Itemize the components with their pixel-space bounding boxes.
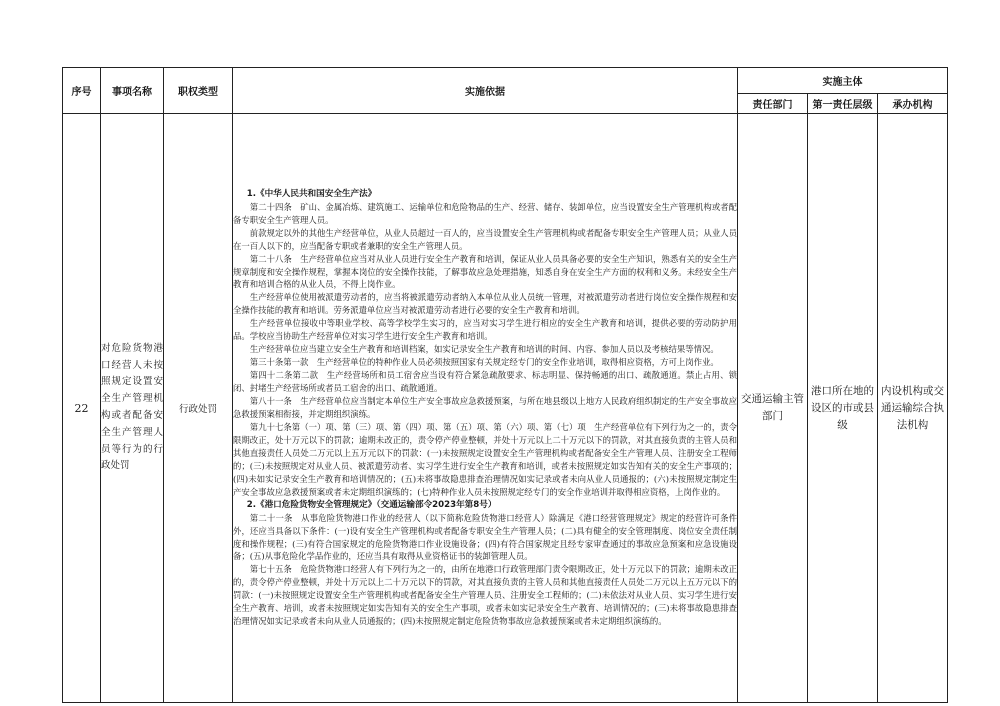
header-level: 第一责任层级 xyxy=(808,94,878,114)
row-level: 港口所在地的设区的市或县级 xyxy=(808,114,878,703)
basis-law-title: 1.《中华人民共和国安全生产法》 xyxy=(246,188,377,199)
header-basis: 实施依据 xyxy=(233,68,738,114)
basis-paragraph: 第八十一条 生产经营单位应当制定本单位生产安全事故应急救援预案，与所在地县级以上地方人民政府组织制定的生产安全事故应急救援预案相衔接，并定期组织演练。 xyxy=(233,396,737,419)
table-row xyxy=(63,114,948,703)
basis-paragraph: 前款规定以外的其他生产经营单位，从业人员超过一百人的，应当设置安全生产管理机构或者配备专职安全生产管理人员；从业人员在一百人以下的，应当配备专职或者兼职的安全生产管理人员。 xyxy=(233,227,737,251)
basis-paragraph: 第二十一条 从事危险货物港口作业的经营人（以下简称危险货物港口经营人）除满足《港口经营管理规定》规定的经营许可条件外，还应当具备以下条件：(一)设有安全生产管理机构或者配备专职安全生产管理人员；(二)具有健全的安全管理制度、岗位安全责任制度和操作规程；(三)有符合国家规定的危险货物港口作业设施设备；(四)有符合国家规定且经专家审查通过的事故应急预案和应急设施设备；(五)从事危险化学品作业的，还应当具有取得从业资格证书的装卸管理人员。 xyxy=(233,512,737,562)
header-subject: 实施主体 xyxy=(738,68,948,94)
header-dept: 责任部门 xyxy=(738,94,808,114)
enforcement-table xyxy=(62,67,948,703)
basis-paragraph: 第二十四条 矿山、金属冶炼、建筑施工、运输单位和危险物品的生产、经营、储存、装卸单位，应当设置安全生产管理机构或者配备专职安全生产管理人员。 xyxy=(233,201,737,225)
row-item-name: 对危险货物港口经营人未按照规定设置安全生产管理机构或者配备安全生产管理人员等行为的行政处罚 xyxy=(101,114,164,703)
basis-paragraph: 生产经营单位使用被派遣劳动者的，应当将被派遣劳动者纳入本单位从业人员统一管理，对被派遣劳动者进行岗位安全操作规程和安全操作技能的教育和培训。劳务派遣单位应当对被派遣劳动者进行必要的安全生产教育和培训。 xyxy=(233,292,737,316)
row-basis xyxy=(233,114,738,703)
basis-paragraph: 第九十七条第（一）项、第（三）项、第（四）项、第（五）项、第（六）项、第（七）项 生产经营单位有下列行为之一的，责令限期改正，处十万元以下的罚款；逾期未改正的，责令停产停业整顿，并处十万元以上二十万元以下的罚款，对其直接负责的主管人员和其他直接责任人员处二万元以上五万元以下的罚款：(一)未按照规定设置安全生产管理机构或者配备安全生产管理人员、注册安全工程师的；(三)未按照规定对从业人员、被派遣劳动者、实习学生进行安全生产教育和培训，或者未按照规定如实告知有关的安全生产事项的；(四)未如实记录安全生产教育和培训情况的；(五)未将事故隐患排查治理情况如实记录或者未向从业人员通报的；(六)未按照规定制定生产安全事故应急救援预案或者未定期组织演练的；(七)特种作业人员未按照规定经专门的安全作业培训并取得相应资格，上岗作业的。 xyxy=(233,421,737,497)
row-power-type: 行政处罚 xyxy=(164,114,233,703)
row-num: 22 xyxy=(63,114,101,703)
header-item: 事项名称 xyxy=(101,68,164,114)
row-dept: 交通运输主管部门 xyxy=(738,114,808,703)
basis-paragraph: 第二十八条 生产经营单位应当对从业人员进行安全生产教育和培训，保证从业人员具备必要的安全生产知识，熟悉有关的安全生产规章制度和安全操作规程，掌握本岗位的安全操作技能，了解事故应急处理措施，知悉自身在安全生产方面的权利和义务。未经安全生产教育和培训合格的从业人员，不得上岗作业。 xyxy=(233,253,737,290)
basis-paragraph: 第四十二条第二款 生产经营场所和员工宿舍应当设有符合紧急疏散要求、标志明显、保持畅通的出口、疏散通道。禁止占用、锁闭、封堵生产经营场所或者员工宿舍的出口、疏散通道。 xyxy=(233,370,737,394)
header-org: 承办机构 xyxy=(878,94,948,114)
header-type: 职权类型 xyxy=(164,68,233,114)
header-num: 序号 xyxy=(63,68,101,114)
basis-paragraph: 生产经营单位接收中等职业学校、高等学校学生实习的，应当对实习学生进行相应的安全生产教育和培训，提供必要的劳动防护用品。学校应当协助生产经营单位对实习学生进行安全生产教育和培训。 xyxy=(233,318,737,342)
basis-paragraph: 第七十五条 危险货物港口经营人有下列行为之一的，由所在地港口行政管理部门责令限期改正，处十万元以下的罚款；逾期未改正的，责令停产停业整顿，并处十万元以上二十万元以下的罚款，对其直接负责的主管人员和其他直接责任人员处二万元以上五万元以下的罚款：(一)未按照规定设置安全生产管理机构或者配备安全生产管理人员、注册安全工程师的；(二)未依法对从业人员、实习学生进行安全生产教育、培训，或者未按照规定如实告知有关的安全生产事项，或者未如实记录安全生产教育、培训情况的；(三)未将事故隐患排查治理情况如实记录或者未向从业人员通报的；(四)未按照规定制定危险货物事故应急救援预案或者未定期组织演练的。 xyxy=(233,564,737,627)
row-org: 内设机构或交通运输综合执法机构 xyxy=(878,114,948,703)
basis-paragraph: 生产经营单位应当建立安全生产教育和培训档案，如实记录安全生产教育和培训的时间、内容、参加人员以及考核结果等情况。 xyxy=(249,344,719,355)
basis-regulation-title: 2.《港口危险货物安全管理规定》（交通运输部令2023年第8号） xyxy=(246,499,497,510)
basis-paragraph: 第三十条第一款 生产经营单位的特种作业人员必须按照国家有关规定经专门的安全作业培训，取得相应资格，方可上岗作业。 xyxy=(249,357,719,368)
